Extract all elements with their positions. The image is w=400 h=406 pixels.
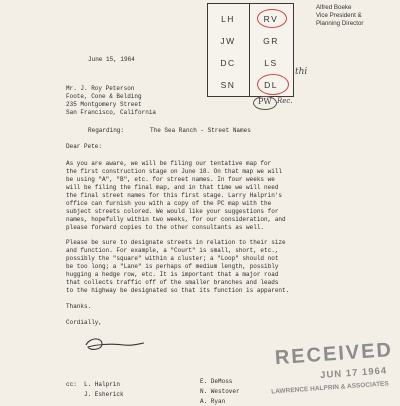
signature-mark [80, 335, 150, 353]
stamp-firm: LAWRENCE HALPRIN & ASSOCIATES [271, 380, 389, 396]
body-line: be using "A", "B", etc. for street names. In four weeks we [66, 176, 275, 183]
cc-demoss: E. DeMoss [200, 378, 233, 385]
salutation: Dear Pete: [66, 143, 103, 150]
closing-cordially: Cordially, [66, 319, 103, 326]
routing-rv: RV [263, 14, 279, 24]
cc-label: cc: [66, 381, 77, 388]
rv-circle-mark [257, 9, 287, 28]
routing-dl: DL [264, 80, 278, 90]
sender-name: Alfred Boeke [316, 4, 352, 11]
routing-dc: DC [220, 58, 236, 68]
routing-jw: JW [220, 36, 236, 46]
routing-sn: SN [220, 80, 236, 90]
body-line: please forward copies to the other consultants as well. [66, 224, 265, 231]
routing-lh: LH [221, 14, 235, 24]
sender-block [316, 4, 400, 28]
recipient-company: Foote, Cone & Belding [66, 93, 142, 100]
recipient-name: Mr. J. Roy Peterson [66, 85, 135, 92]
body-line: Please be sure to designate streets in relation to their size [66, 239, 286, 246]
body-line: be too long; a "Lane" is perhaps of medium length, possibly [66, 263, 279, 270]
stamp-word: RECEIVED [274, 339, 394, 370]
handwritten-note-di: thi [295, 67, 308, 77]
recipient-street: 235 Montgomery Street [66, 101, 142, 108]
body-line: that collects traffic off of the smaller branches and leads [66, 279, 279, 286]
recipient-city: San Francisco, California [66, 109, 157, 116]
body-line: and function. For example, a "Court" is small, short, etc., [66, 247, 279, 254]
routing-ls: LS [264, 58, 278, 68]
routing-box [207, 3, 294, 97]
cc-halprin: L. Halprin [84, 381, 121, 388]
cc-ryan: A. Ryan [200, 398, 226, 405]
body-paragraph-1 [66, 160, 366, 232]
routing-divider [249, 4, 250, 96]
handwritten-initials: PW [258, 97, 272, 106]
body-line: will be filing the final map, and in that time we will need [66, 184, 279, 191]
received-stamp [270, 339, 400, 405]
body-line: names, hopefully within two weeks, for our consideration, and [66, 216, 286, 223]
body-line: to the highway be designated so that its function is apparent. [66, 287, 290, 294]
body-line: subject streets colored. We would like your suggestions for [66, 208, 279, 215]
body-line: office can furnish you with a copy of the PC map with the [66, 200, 272, 207]
body-line: hugging a hedge row, etc. It is important that a major road [66, 271, 279, 278]
body-line: the final street names for this first stage. Larry Halprin's [66, 192, 283, 199]
cc-westover: N. Westover [200, 388, 240, 395]
body-paragraph-2 [66, 239, 366, 295]
body-line: the first construction stage on June 18. On that map we will [66, 168, 283, 175]
stamp-date: JUN 17 1964 [319, 365, 388, 382]
body-line: possibly the "square" within a cluster; a "Loop" should not [66, 255, 279, 262]
cc-esherick: J. Esherick [84, 391, 124, 398]
sender-title-2: Planning Director [316, 20, 364, 27]
handwritten-rec-note: Rec. [277, 97, 293, 105]
regarding-text: The Sea Ranch - Street Names [150, 127, 251, 134]
regarding-label: Regarding: [88, 127, 125, 134]
closing-thanks: Thanks. [66, 303, 92, 310]
body-line: As you are aware, we will be filing our tentative map for [66, 160, 272, 167]
dl-circle-mark [257, 74, 289, 95]
sender-title-1: Vice President & [316, 12, 362, 19]
routing-gr: GR [263, 36, 279, 46]
letter-date: June 15, 1964 [88, 56, 135, 63]
